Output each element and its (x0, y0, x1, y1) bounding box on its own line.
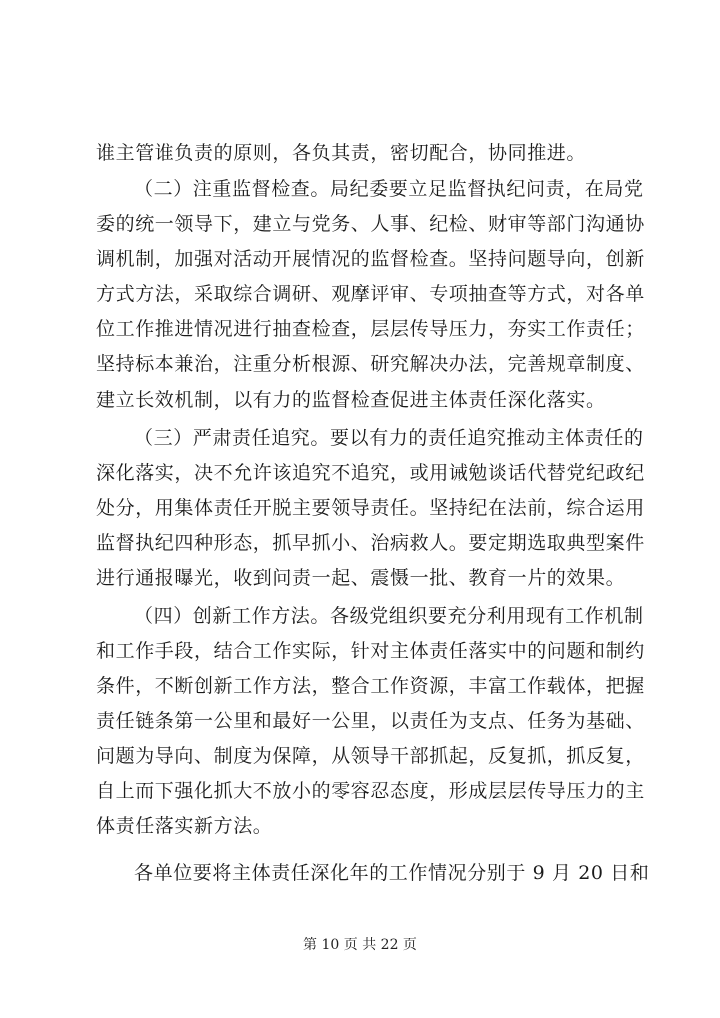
body-line: 自上而下强化抓大不放小的零容忍态度，形成层层传导压力的主 (96, 780, 645, 802)
body-line: 坚持标本兼治，注重分析根源、研究解决办法，完善规章制度、 (96, 353, 645, 375)
page-number-footer: 第 10 页 共 22 页 (303, 937, 417, 953)
body-line: （二）注重监督检查。局纪委要立足监督执纪问责，在局党 (134, 178, 644, 200)
body-line: 建立长效机制，以有力的监督检查促进主体责任深化落实。 (96, 389, 606, 411)
body-line: （四）创新工作方法。各级党组织要充分利用现有工作机制 (134, 605, 644, 627)
body-line: 方式方法，采取综合调研、观摩评审、专项抽查等方式，对各单 (96, 283, 645, 305)
body-line: 监督执纪四种形态，抓早抓小、治病救人。要定期选取典型案件 (96, 532, 645, 554)
body-line: 体责任落实新方法。 (96, 815, 273, 837)
body-line: 委的统一领导下，建立与党务、人事、纪检、财审等部门沟通协 (96, 213, 645, 235)
body-line: 条件，不断创新工作方法，整合工作资源，丰富工作载体，把握 (96, 675, 645, 697)
body-line: 和工作手段，结合工作实际，针对主体责任落实中的问题和制约 (96, 640, 645, 662)
body-line: （三）严肃责任追究。要以有力的责任追究推动主体责任的 (134, 427, 644, 449)
body-line: 谁主管谁负责的原则，各负其责，密切配合，协同推进。 (96, 142, 587, 164)
body-line: 责任链条第一公里和最好一公里，以责任为支点、任务为基础、 (96, 710, 645, 732)
body-line: 进行通报曝光，收到问责一起、震慑一批、教育一片的效果。 (96, 567, 626, 589)
body-line: 调机制，加强对活动开展情况的监督检查。坚持问题导向，创新 (96, 248, 645, 270)
body-line: 问题为导向、制度为保障，从领导干部抓起，反复抓，抓反复， (96, 745, 645, 767)
body-line: 处分，用集体责任开脱主要领导责任。坚持纪在法前，综合运用 (96, 497, 645, 519)
body-line: 深化落实，决不允许该追究不追究，或用诫勉谈话代替党纪政纪 (96, 462, 645, 484)
body-line: 位工作推进情况进行抽查检查，层层传导压力，夯实工作责任； (96, 318, 645, 340)
body-line: 各单位要将主体责任深化年的工作情况分别于 9 月 20 日和 (134, 862, 650, 884)
